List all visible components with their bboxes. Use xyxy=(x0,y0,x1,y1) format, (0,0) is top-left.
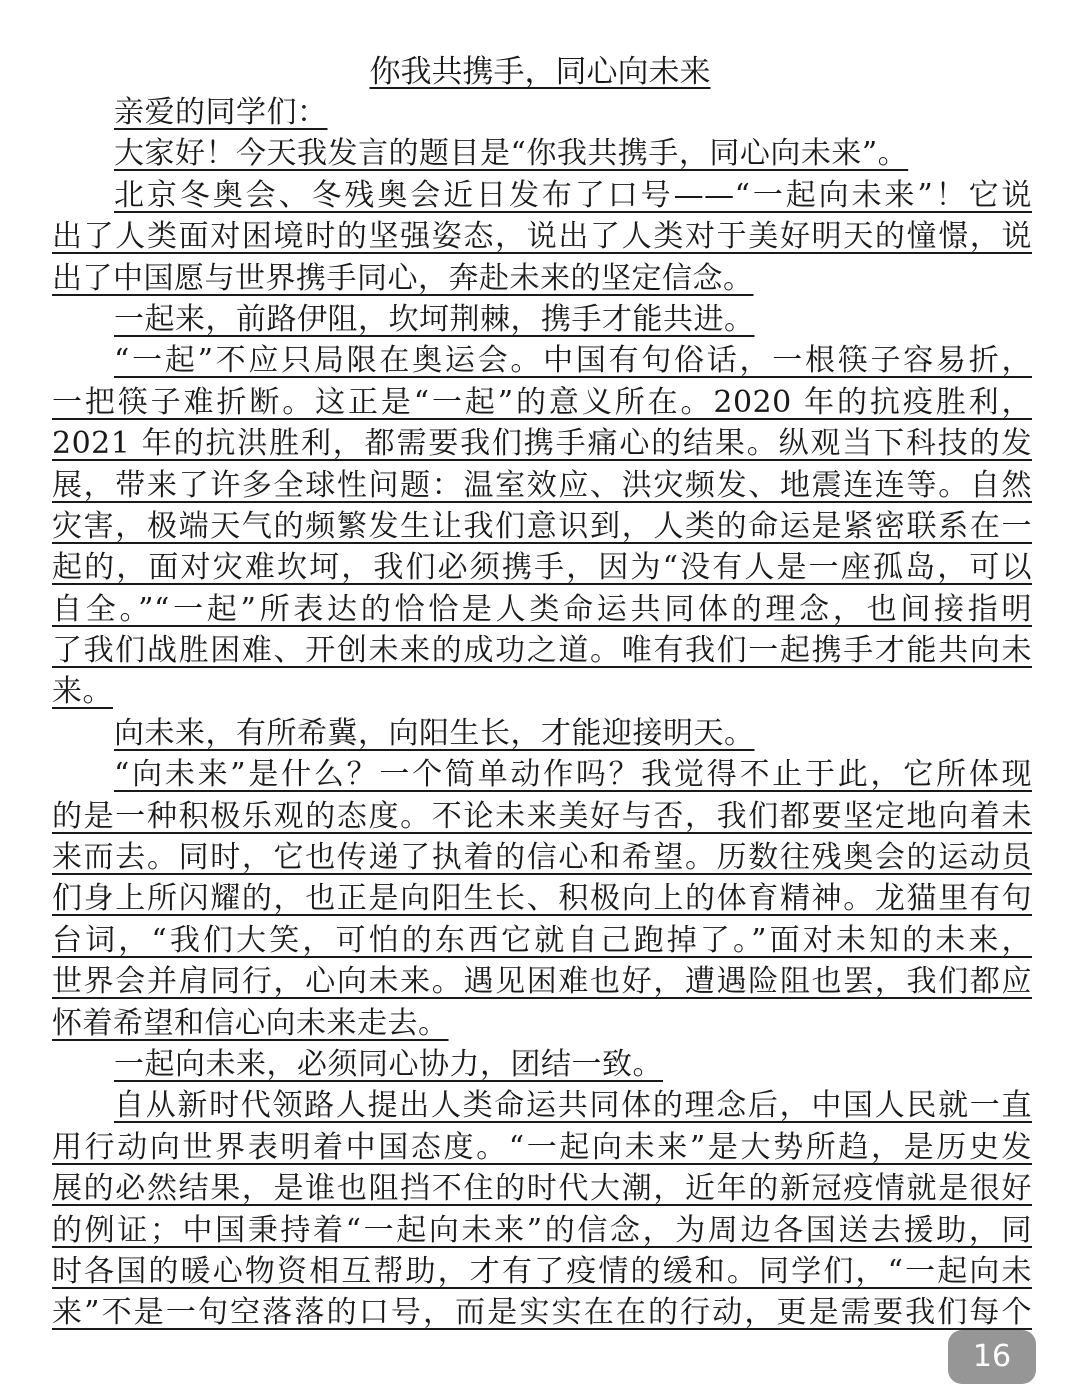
text-line: 用行动向世界表明着中国态度。“一起向未来”是大势所趋，是历史发 xyxy=(52,1129,1032,1165)
text-line: 一起向未来，必须同心协力，团结一致。 xyxy=(114,1046,663,1082)
text-line: 北京冬奥会、冬残奥会近日发布了口号——“一起向未来”！它说 xyxy=(114,177,1032,213)
text-line: 的是一种积极乐观的态度。不论未来美好与否，我们都要坚定地向着未 xyxy=(52,798,1032,834)
text-line: 自从新时代领路人提出人类命运共同体的理念后，中国人民就一直 xyxy=(114,1088,1032,1124)
text-line: 一把筷子难折断。这正是“一起”的意义所在。2020 年的抗疫胜利， xyxy=(52,384,1032,420)
text-line: 展，带来了许多全球性问题：温室效应、洪灾频发、地震连连等。自然 xyxy=(52,467,1032,503)
text-line: 向未来，有所希冀，向阳生长，才能迎接明天。 xyxy=(114,715,755,751)
text-line: 们身上所闪耀的，也正是向阳生长、积极向上的体育精神。龙猫里有句 xyxy=(52,881,1032,917)
text-line: 来而去。同时，它也传递了执着的信心和希望。历数往残奥会的运动员 xyxy=(52,840,1032,876)
text-line: 一起来，前路伊阻，坎坷荆棘，携手才能共进。 xyxy=(114,301,755,337)
text-line: 灾害，极端天气的频繁发生让我们意识到，人类的命运是紧密联系在一 xyxy=(52,508,1032,544)
text-line: 的例证；中国秉持着“一起向未来”的信念，为周边各国送去援助，同 xyxy=(52,1212,1032,1248)
text-line: 亲爱的同学们： xyxy=(114,95,328,130)
text-line: 出了中国愿与世界携手同心，奔赴未来的坚定信念。 xyxy=(52,260,754,296)
document-title xyxy=(0,52,1080,92)
body-text xyxy=(52,92,1032,1334)
text-line: 2021 年的抗洪胜利，都需要我们携手痛心的结果。纵观当下科技的发 xyxy=(52,426,1032,462)
text-line: 时各国的暖心物资相互帮助，才有了疫情的缓和。同学们，“一起向未 xyxy=(52,1253,1032,1289)
text-line: 自全。”“一起”所表达的恰恰是人类命运共同体的理念，也间接指明 xyxy=(52,591,1032,627)
text-line: 来。 xyxy=(52,674,113,710)
text-line: 展的必然结果，是谁也阻挡不住的时代大潮，近年的新冠疫情就是很好 xyxy=(52,1171,1032,1207)
text-line: 来”不是一句空落落的口号，而是实实在在的行动，更是需要我们每个 xyxy=(52,1295,1032,1331)
text-line: 怀着希望和信心向未来走去。 xyxy=(52,1005,449,1041)
page-number-badge: 16 xyxy=(948,1330,1036,1384)
text-line: 台词，“我们大笑，可怕的东西它就自己跑掉了。”面对未知的未来， xyxy=(52,922,1032,958)
text-line: 起的，面对灾难坎坷，我们必须携手，因为“没有人是一座孤岛，可以 xyxy=(52,550,1032,586)
text-line: 了我们战胜困难、开创未来的成功之道。唯有我们一起携手才能共向未 xyxy=(52,633,1032,669)
title-text: 你我共携手，同心向未来 xyxy=(369,54,711,90)
text-line: 世界会并肩同行，心向未来。遇见困难也好，遭遇险阻也罢，我们都应 xyxy=(52,964,1032,1000)
text-line: 出了人类面对困境时的坚强姿态，说出了人类对于美好明天的憧憬，说 xyxy=(52,219,1032,255)
text-line: “向未来”是什么？一个简单动作吗？我觉得不止于此，它所体现 xyxy=(114,757,1032,793)
text-line: 大家好！今天我发言的题目是“你我共携手，同心向未来”。 xyxy=(114,136,909,172)
text-line: “一起”不应只局限在奥运会。中国有句俗话，一根筷子容易折， xyxy=(114,343,1032,379)
